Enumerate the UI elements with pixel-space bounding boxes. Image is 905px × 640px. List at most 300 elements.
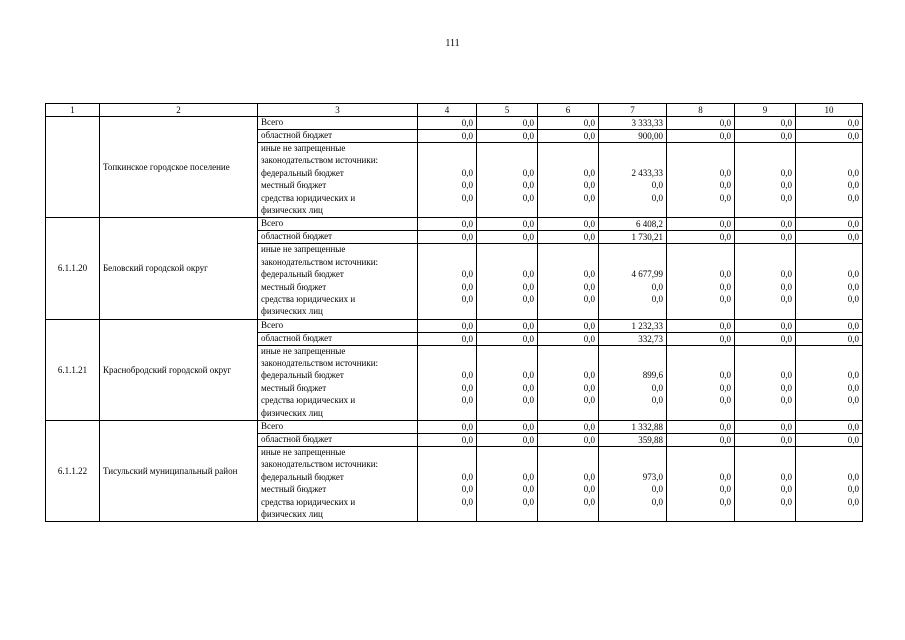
value-line: 0,0 bbox=[522, 382, 534, 393]
value-line: 0,0 bbox=[461, 293, 473, 304]
value-cell bbox=[667, 345, 735, 420]
value-cell: 0,0 bbox=[477, 421, 538, 434]
value-line bbox=[480, 509, 534, 521]
value-line: 0,0 bbox=[847, 180, 859, 191]
header-row bbox=[46, 104, 863, 117]
value-line: 0,0 bbox=[651, 180, 663, 191]
source-line: средства юридических и bbox=[261, 496, 356, 507]
value-line bbox=[480, 257, 534, 269]
value-line: 0,0 bbox=[583, 180, 595, 191]
value-cell bbox=[477, 143, 538, 218]
value-line bbox=[602, 408, 663, 420]
value-line bbox=[738, 346, 792, 358]
value-line: 0,0 bbox=[780, 167, 792, 178]
value-cell: 1 232,33 bbox=[599, 319, 667, 332]
value-cell: 1 730,21 bbox=[599, 231, 667, 244]
value-line: 0,0 bbox=[522, 484, 534, 495]
value-line bbox=[670, 459, 731, 471]
value-line: 0,0 bbox=[719, 484, 731, 495]
value-line: 0,0 bbox=[847, 192, 859, 203]
value-line: 0,0 bbox=[583, 382, 595, 393]
value-cell: 0,0 bbox=[538, 332, 599, 345]
value-cell: 0,0 bbox=[796, 231, 863, 244]
value-line: 0,0 bbox=[780, 192, 792, 203]
source-line: федеральный бюджет bbox=[261, 269, 344, 280]
source-line: средства юридических и bbox=[261, 293, 356, 304]
value-line bbox=[541, 509, 595, 521]
value-cell: 0,0 bbox=[418, 332, 477, 345]
column-header: 1 bbox=[46, 104, 100, 117]
source-line: иные не запрещенные bbox=[261, 244, 346, 255]
column-header: 8 bbox=[667, 104, 735, 117]
value-line: 0,0 bbox=[461, 471, 473, 482]
source-label-cell bbox=[258, 345, 418, 420]
value-line bbox=[480, 155, 534, 167]
source-line: местный бюджет bbox=[261, 484, 327, 495]
value-cell bbox=[599, 244, 667, 319]
value-cell: 0,0 bbox=[418, 421, 477, 434]
value-line: 0,0 bbox=[847, 484, 859, 495]
value-line: 0,0 bbox=[461, 484, 473, 495]
value-line: 0,0 bbox=[583, 471, 595, 482]
value-line bbox=[480, 459, 534, 471]
source-line: иные не запрещенные bbox=[261, 447, 346, 458]
value-line bbox=[480, 306, 534, 318]
value-line bbox=[480, 346, 534, 358]
value-line: 0,0 bbox=[522, 192, 534, 203]
value-cell: 0,0 bbox=[477, 218, 538, 231]
value-cell: 0,0 bbox=[477, 319, 538, 332]
municipality-name: Краснобродский городской округ bbox=[100, 319, 258, 420]
source-line: средства юридических и bbox=[261, 192, 356, 203]
value-line bbox=[480, 244, 534, 256]
table-row bbox=[46, 319, 863, 332]
value-line: 0,0 bbox=[461, 382, 473, 393]
source-line: средства юридических и bbox=[261, 395, 356, 406]
value-cell: 0,0 bbox=[418, 218, 477, 231]
value-cell: 0,0 bbox=[477, 231, 538, 244]
value-line bbox=[421, 143, 473, 155]
source-label: Всего bbox=[258, 117, 418, 130]
value-line bbox=[738, 155, 792, 167]
value-line bbox=[602, 205, 663, 217]
source-label: областной бюджет bbox=[258, 332, 418, 345]
value-line bbox=[799, 346, 859, 358]
value-line: 0,0 bbox=[780, 180, 792, 191]
value-line: 0,0 bbox=[583, 293, 595, 304]
value-line: 0,0 bbox=[651, 281, 663, 292]
value-line bbox=[541, 155, 595, 167]
source-label: областной бюджет bbox=[258, 130, 418, 143]
value-cell: 0,0 bbox=[477, 332, 538, 345]
value-line bbox=[670, 257, 731, 269]
value-cell: 3 333,33 bbox=[599, 117, 667, 130]
value-line: 0,0 bbox=[780, 293, 792, 304]
value-cell: 0,0 bbox=[796, 421, 863, 434]
value-line bbox=[421, 244, 473, 256]
value-line: 0,0 bbox=[847, 496, 859, 507]
value-line bbox=[799, 459, 859, 471]
value-cell: 0,0 bbox=[667, 434, 735, 447]
value-line bbox=[738, 459, 792, 471]
municipality-name: Топкинское городское поселение bbox=[100, 117, 258, 218]
value-cell: 0,0 bbox=[796, 319, 863, 332]
value-line bbox=[799, 358, 859, 370]
source-line: физических лиц bbox=[261, 306, 323, 317]
value-cell bbox=[735, 143, 796, 218]
value-line: 0,0 bbox=[651, 192, 663, 203]
value-cell: 0,0 bbox=[796, 218, 863, 231]
value-cell: 0,0 bbox=[796, 117, 863, 130]
value-cell bbox=[796, 447, 863, 522]
value-line bbox=[738, 306, 792, 318]
value-cell bbox=[418, 345, 477, 420]
value-line: 0,0 bbox=[461, 180, 473, 191]
value-cell: 0,0 bbox=[796, 130, 863, 143]
value-cell: 0,0 bbox=[735, 434, 796, 447]
value-line bbox=[541, 143, 595, 155]
value-cell: 0,0 bbox=[735, 319, 796, 332]
value-line bbox=[738, 447, 792, 459]
source-line: федеральный бюджет bbox=[261, 471, 344, 482]
value-cell bbox=[599, 143, 667, 218]
value-cell bbox=[599, 345, 667, 420]
column-header: 4 bbox=[418, 104, 477, 117]
value-line bbox=[421, 205, 473, 217]
value-line: 0,0 bbox=[522, 281, 534, 292]
value-line: 0,0 bbox=[461, 269, 473, 280]
value-cell bbox=[477, 447, 538, 522]
value-line bbox=[602, 155, 663, 167]
value-line bbox=[480, 143, 534, 155]
value-cell bbox=[667, 143, 735, 218]
value-cell: 900,00 bbox=[599, 130, 667, 143]
value-line bbox=[799, 447, 859, 459]
value-line: 0,0 bbox=[719, 370, 731, 381]
column-header: 2 bbox=[100, 104, 258, 117]
value-line: 0,0 bbox=[522, 167, 534, 178]
column-header: 10 bbox=[796, 104, 863, 117]
value-cell: 0,0 bbox=[735, 218, 796, 231]
value-line: 0,0 bbox=[461, 395, 473, 406]
source-line: федеральный бюджет bbox=[261, 167, 344, 178]
value-line bbox=[602, 306, 663, 318]
value-line bbox=[738, 509, 792, 521]
value-line bbox=[602, 447, 663, 459]
value-line: 0,0 bbox=[522, 471, 534, 482]
value-line: 0,0 bbox=[583, 395, 595, 406]
column-header: 7 bbox=[599, 104, 667, 117]
value-line bbox=[670, 346, 731, 358]
value-line bbox=[670, 155, 731, 167]
source-line: физических лиц bbox=[261, 204, 323, 215]
value-line: 0,0 bbox=[461, 281, 473, 292]
value-cell: 0,0 bbox=[538, 434, 599, 447]
value-line: 0,0 bbox=[847, 167, 859, 178]
value-line: 2 433,33 bbox=[631, 167, 663, 178]
value-cell: 0,0 bbox=[418, 117, 477, 130]
value-line: 0,0 bbox=[780, 471, 792, 482]
value-line bbox=[541, 257, 595, 269]
value-cell bbox=[477, 244, 538, 319]
value-line: 0,0 bbox=[651, 496, 663, 507]
source-label-cell bbox=[258, 447, 418, 522]
value-line: 0,0 bbox=[847, 471, 859, 482]
value-line: 0,0 bbox=[719, 382, 731, 393]
value-cell bbox=[796, 143, 863, 218]
value-line: 0,0 bbox=[583, 484, 595, 495]
value-line: 0,0 bbox=[719, 281, 731, 292]
source-label: Всего bbox=[258, 218, 418, 231]
value-line: 0,0 bbox=[522, 269, 534, 280]
value-line bbox=[421, 155, 473, 167]
value-cell: 0,0 bbox=[418, 130, 477, 143]
value-cell bbox=[538, 447, 599, 522]
source-line: законодательством источники: bbox=[261, 459, 379, 470]
source-line: законодательством источники: bbox=[261, 358, 379, 369]
value-cell bbox=[538, 244, 599, 319]
value-cell: 0,0 bbox=[538, 421, 599, 434]
value-line bbox=[670, 509, 731, 521]
municipality-name: Тисульский муниципальный район bbox=[100, 421, 258, 522]
row-code: 6.1.1.21 bbox=[46, 319, 100, 420]
row-code: 6.1.1.20 bbox=[46, 218, 100, 319]
value-cell: 0,0 bbox=[667, 117, 735, 130]
value-cell bbox=[667, 244, 735, 319]
value-line: 0,0 bbox=[651, 484, 663, 495]
value-line bbox=[670, 244, 731, 256]
value-line bbox=[541, 447, 595, 459]
value-line bbox=[421, 447, 473, 459]
value-cell: 0,0 bbox=[667, 319, 735, 332]
value-line bbox=[541, 205, 595, 217]
value-line bbox=[738, 408, 792, 420]
column-header: 3 bbox=[258, 104, 418, 117]
source-label: Всего bbox=[258, 421, 418, 434]
value-cell bbox=[418, 143, 477, 218]
value-line bbox=[480, 447, 534, 459]
value-line: 0,0 bbox=[719, 192, 731, 203]
value-cell bbox=[796, 345, 863, 420]
value-line: 0,0 bbox=[522, 293, 534, 304]
value-cell: 6 408,2 bbox=[599, 218, 667, 231]
value-cell: 0,0 bbox=[667, 218, 735, 231]
source-line: физических лиц bbox=[261, 407, 323, 418]
value-line bbox=[670, 358, 731, 370]
value-line bbox=[602, 244, 663, 256]
table-row bbox=[46, 117, 863, 130]
value-line bbox=[541, 408, 595, 420]
value-line bbox=[602, 358, 663, 370]
value-line bbox=[799, 205, 859, 217]
source-label-cell bbox=[258, 143, 418, 218]
value-cell: 0,0 bbox=[477, 434, 538, 447]
value-cell bbox=[538, 143, 599, 218]
value-line bbox=[541, 358, 595, 370]
value-cell: 0,0 bbox=[538, 117, 599, 130]
source-line: законодательством источники: bbox=[261, 155, 379, 166]
value-line: 0,0 bbox=[847, 370, 859, 381]
value-cell: 0,0 bbox=[538, 218, 599, 231]
value-cell: 0,0 bbox=[477, 117, 538, 130]
value-line bbox=[421, 306, 473, 318]
value-line bbox=[421, 358, 473, 370]
source-label: Всего bbox=[258, 319, 418, 332]
value-cell bbox=[735, 244, 796, 319]
value-cell: 332,73 bbox=[599, 332, 667, 345]
value-cell bbox=[796, 244, 863, 319]
source-line: иные не запрещенные bbox=[261, 143, 346, 153]
value-line: 0,0 bbox=[522, 180, 534, 191]
value-cell: 0,0 bbox=[418, 434, 477, 447]
value-line: 0,0 bbox=[522, 370, 534, 381]
source-line: местный бюджет bbox=[261, 382, 327, 393]
value-line: 0,0 bbox=[780, 496, 792, 507]
value-line: 0,0 bbox=[719, 293, 731, 304]
value-line bbox=[421, 346, 473, 358]
value-cell bbox=[418, 447, 477, 522]
column-header: 6 bbox=[538, 104, 599, 117]
source-line: законодательством источники: bbox=[261, 256, 379, 267]
table-row bbox=[46, 218, 863, 231]
value-cell bbox=[477, 345, 538, 420]
value-line bbox=[602, 346, 663, 358]
value-cell: 0,0 bbox=[735, 332, 796, 345]
value-cell bbox=[735, 345, 796, 420]
value-line: 0,0 bbox=[780, 281, 792, 292]
value-line: 0,0 bbox=[461, 496, 473, 507]
value-cell bbox=[599, 447, 667, 522]
value-cell: 0,0 bbox=[735, 231, 796, 244]
value-line: 0,0 bbox=[780, 395, 792, 406]
value-cell: 0,0 bbox=[667, 421, 735, 434]
value-line bbox=[480, 205, 534, 217]
value-line: 0,0 bbox=[719, 395, 731, 406]
value-line bbox=[799, 509, 859, 521]
value-cell: 0,0 bbox=[538, 130, 599, 143]
source-label: областной бюджет bbox=[258, 434, 418, 447]
value-line bbox=[738, 257, 792, 269]
row-code: 6.1.1.22 bbox=[46, 421, 100, 522]
value-line: 0,0 bbox=[719, 180, 731, 191]
value-line bbox=[799, 306, 859, 318]
value-cell: 359,88 bbox=[599, 434, 667, 447]
value-line bbox=[799, 408, 859, 420]
value-line: 0,0 bbox=[461, 167, 473, 178]
value-line bbox=[799, 257, 859, 269]
value-cell bbox=[538, 345, 599, 420]
value-cell bbox=[667, 447, 735, 522]
value-line: 0,0 bbox=[719, 496, 731, 507]
value-line: 0,0 bbox=[461, 370, 473, 381]
value-line bbox=[541, 306, 595, 318]
value-cell: 0,0 bbox=[796, 434, 863, 447]
value-cell: 1 332,88 bbox=[599, 421, 667, 434]
value-line: 0,0 bbox=[583, 192, 595, 203]
value-line bbox=[799, 244, 859, 256]
value-line bbox=[421, 408, 473, 420]
value-line bbox=[738, 244, 792, 256]
value-cell: 0,0 bbox=[667, 130, 735, 143]
value-line: 0,0 bbox=[583, 496, 595, 507]
source-line: федеральный бюджет bbox=[261, 370, 344, 381]
value-line bbox=[541, 346, 595, 358]
column-header: 9 bbox=[735, 104, 796, 117]
source-line: иные не запрещенные bbox=[261, 345, 346, 356]
value-line bbox=[480, 408, 534, 420]
value-line bbox=[670, 408, 731, 420]
value-line: 0,0 bbox=[847, 293, 859, 304]
value-line bbox=[738, 358, 792, 370]
source-line: местный бюджет bbox=[261, 180, 327, 191]
value-cell: 0,0 bbox=[667, 231, 735, 244]
value-line: 0,0 bbox=[847, 281, 859, 292]
value-line: 0,0 bbox=[651, 395, 663, 406]
value-line: 0,0 bbox=[651, 293, 663, 304]
value-line: 0,0 bbox=[847, 269, 859, 280]
value-line: 0,0 bbox=[461, 192, 473, 203]
source-line: местный бюджет bbox=[261, 281, 327, 292]
value-line: 0,0 bbox=[719, 269, 731, 280]
value-line bbox=[421, 257, 473, 269]
budget-table bbox=[45, 103, 863, 522]
value-line: 0,0 bbox=[847, 395, 859, 406]
value-line bbox=[738, 205, 792, 217]
value-line bbox=[602, 257, 663, 269]
value-line: 0,0 bbox=[522, 395, 534, 406]
value-cell: 0,0 bbox=[477, 130, 538, 143]
value-line bbox=[480, 358, 534, 370]
value-line bbox=[602, 509, 663, 521]
value-cell bbox=[735, 447, 796, 522]
value-line: 0,0 bbox=[583, 281, 595, 292]
value-line bbox=[541, 244, 595, 256]
value-cell: 0,0 bbox=[418, 231, 477, 244]
value-cell: 0,0 bbox=[418, 319, 477, 332]
value-line bbox=[670, 447, 731, 459]
value-line: 0,0 bbox=[522, 496, 534, 507]
municipality-name: Беловский городской округ bbox=[100, 218, 258, 319]
source-label-cell bbox=[258, 244, 418, 319]
value-line: 0,0 bbox=[780, 382, 792, 393]
value-line: 0,0 bbox=[651, 382, 663, 393]
value-line bbox=[421, 509, 473, 521]
value-cell: 0,0 bbox=[735, 421, 796, 434]
row-code bbox=[46, 117, 100, 218]
value-line bbox=[799, 143, 859, 155]
value-line: 899,6 bbox=[642, 370, 663, 381]
value-line: 0,0 bbox=[780, 370, 792, 381]
value-line: 0,0 bbox=[780, 269, 792, 280]
value-line: 0,0 bbox=[583, 370, 595, 381]
value-line bbox=[670, 143, 731, 155]
value-line bbox=[670, 306, 731, 318]
table-row bbox=[46, 421, 863, 434]
value-line: 0,0 bbox=[583, 167, 595, 178]
source-line: физических лиц bbox=[261, 508, 323, 519]
value-line bbox=[738, 143, 792, 155]
page-number: 111 bbox=[445, 38, 460, 49]
value-line: 0,0 bbox=[719, 167, 731, 178]
value-cell: 0,0 bbox=[667, 332, 735, 345]
value-line bbox=[602, 459, 663, 471]
value-line: 973,0 bbox=[642, 471, 663, 482]
value-line: 0,0 bbox=[719, 471, 731, 482]
value-cell: 0,0 bbox=[735, 117, 796, 130]
column-header: 5 bbox=[477, 104, 538, 117]
value-cell: 0,0 bbox=[538, 231, 599, 244]
value-line: 0,0 bbox=[583, 269, 595, 280]
